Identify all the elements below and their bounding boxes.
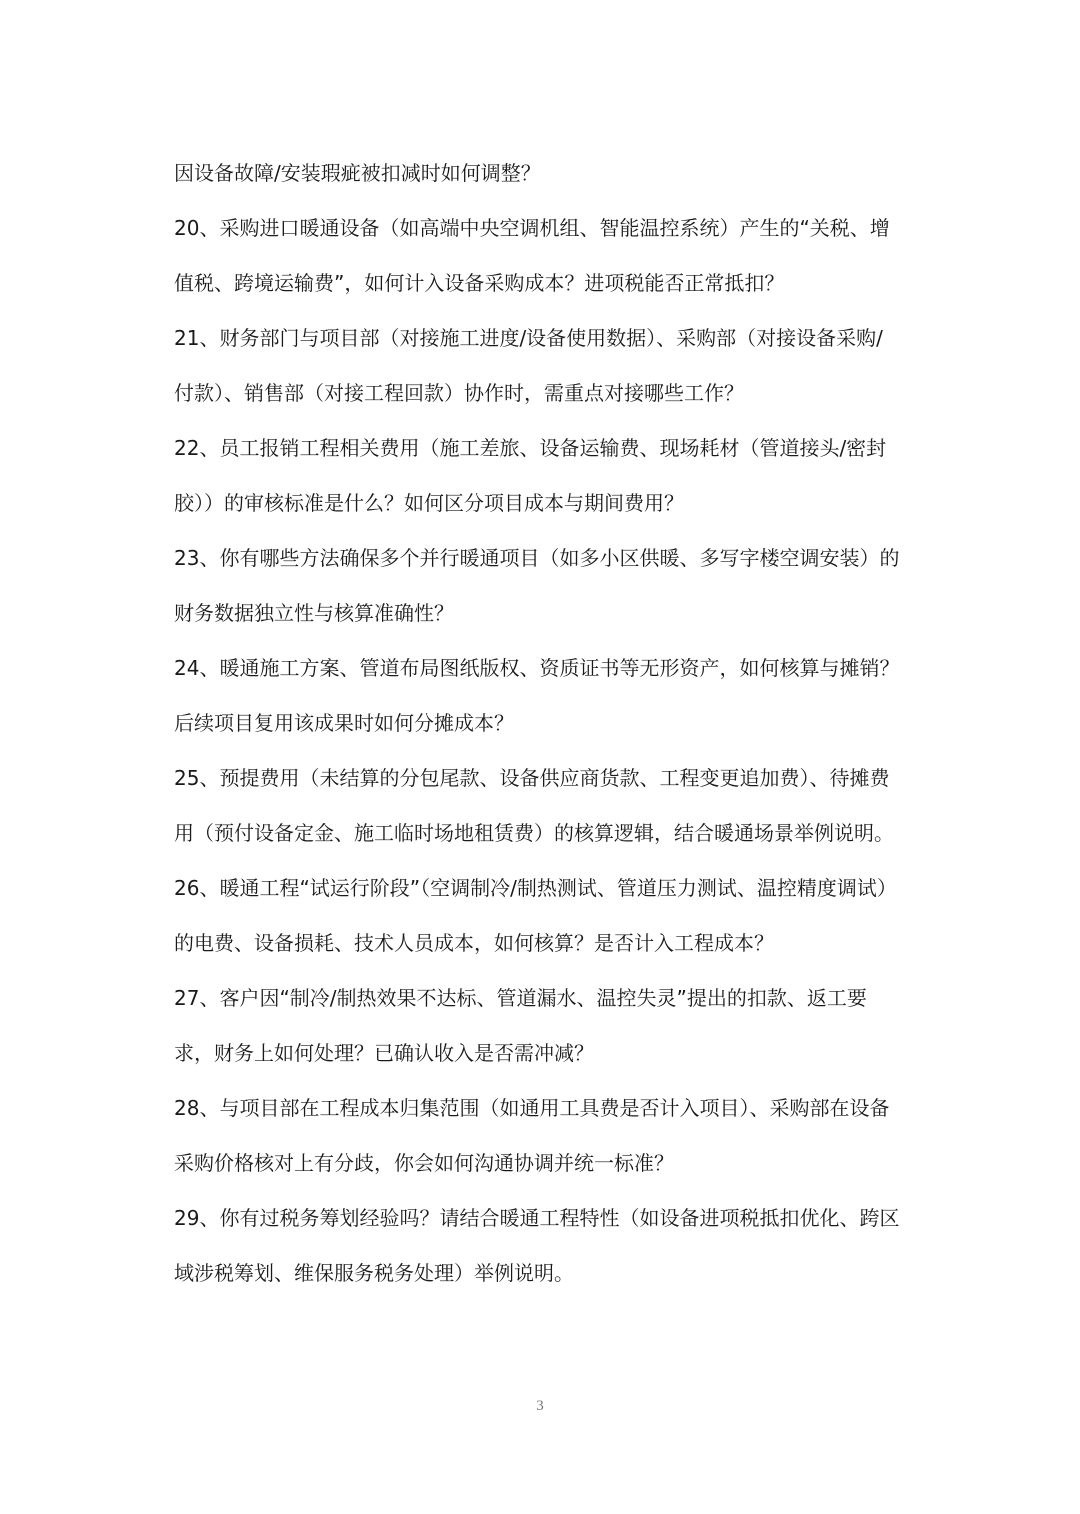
question-23: 23、你有哪些方法确保多个并行暖通项目（如多小区供暖、多写字楼空调安装）的财务数据独立性与核算准确性？ [174, 546, 900, 625]
question-28: 28、与项目部在工程成本归集范围（如通用工具费是否计入项目）、采购部在设备采购价格核对上有分歧，你会如何沟通协调并统一标准？ [174, 1096, 890, 1175]
question-21: 21、财务部门与项目部（对接施工进度/设备使用数据）、采购部（对接设备采购/付款）、销售部（对接工程回款）协作时，需重点对接哪些工作？ [174, 326, 883, 405]
paragraph-continuation: 因设备故障/安装瑕疵被扣减时如何调整？ [174, 161, 541, 185]
question-24: 24、暖通施工方案、管道布局图纸版权、资质证书等无形资产，如何核算与摊销？后续项目复用该成果时如何分摊成本？ [174, 656, 900, 735]
question-29: 29、你有过税务筹划经验吗？请结合暖通工程特性（如设备进项税抵扣优化、跨区域涉税筹划、维保服务税务处理）举例说明。 [174, 1206, 900, 1285]
page-body [174, 146, 900, 1301]
page-number: 3 [536, 1398, 544, 1414]
question-27: 27、客户因“制冷/制热效果不达标、管道漏水、温控失灵”提出的扣款、返工要求，财务上如何处理？已确认收入是否需冲减？ [174, 986, 867, 1065]
question-26: 26、暖通工程“试运行阶段”（空调制冷/制热测试、管道压力测试、温控精度调试）的电费、设备损耗、技术人员成本，如何核算？是否计入工程成本？ [174, 876, 897, 955]
question-22: 22、员工报销工程相关费用（施工差旅、设备运输费、现场耗材（管道接头/密封胶））的审核标准是什么？如何区分项目成本与期间费用？ [174, 436, 887, 515]
question-20: 20、采购进口暖通设备（如高端中央空调机组、智能温控系统）产生的“关税、增值税、跨境运输费”，如何计入设备采购成本？进项税能否正常抵扣？ [174, 216, 890, 295]
question-25: 25、预提费用（未结算的分包尾款、设备供应商货款、工程变更追加费）、待摊费用（预付设备定金、施工临时场地租赁费）的核算逻辑，结合暖通场景举例说明。 [174, 766, 894, 845]
